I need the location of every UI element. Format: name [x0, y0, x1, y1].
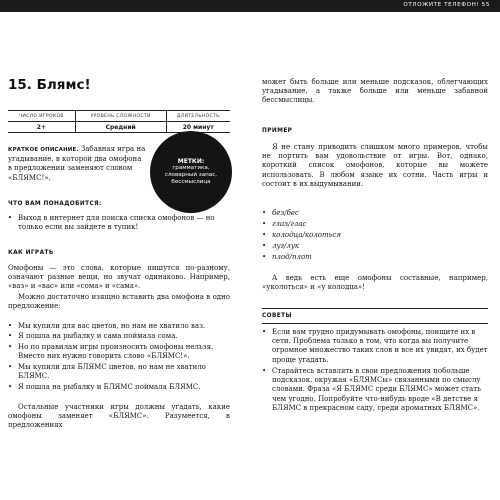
tip-2: • Старайтесь вставлять в свои предложения побольше подсказок, окружая «БЛЯМСы» связанными по смыслу словами. Фраза «Я БЛЯМС среди БЛЯМС» может стать чем угодно. Попробуйте что-нибудь вроде «В детстве я БЛЯМС в прекрасном саду, среди ароматных БЛЯМС». — [262, 367, 488, 413]
homophone-pair-5: • плод/плот — [262, 253, 488, 262]
param-value-difficulty: Средний — [75, 122, 166, 133]
tips-heading: СОВЕТЫ — [262, 313, 292, 319]
blyams-sentence-1: • Мы купили для БЛЯМС цветов, но нам не хватило БЛЯМС. — [8, 363, 230, 381]
example-sentence-1: • Мы купили для вас цветов, но нам не хватило ваз. — [8, 322, 230, 331]
how-paragraph-2: Можно достаточно изящно вставить два омофона в одно предложение: — [8, 293, 230, 311]
example-paragraph-2: А ведь есть еще омофоны составные, например, «уколоться» и «у колодца»! — [262, 274, 488, 292]
tips-divider-bottom — [262, 323, 488, 324]
example-sentence-2: • Я пошла на рыбалку и сама поймала сома. — [8, 332, 230, 341]
param-header-players: ЧИСЛО ИГРОКОВ — [8, 111, 75, 122]
homophone-pair-2: • глаз/глас — [262, 220, 488, 229]
tip-1: • Если вам трудно придумывать омофоны, поищите их в сети. Проблема только в том, что когда вы получите огромное множество таких слов и все их увидят, их будет проще угадать. — [262, 328, 488, 365]
how-paragraph-1: Омофоны — это слова, которые пишутся по-разному, означают разные вещи, но звучат одинаково. Например, «ваз» и «вас» или «сома» и «сама». — [8, 264, 230, 291]
param-header-difficulty: УРОВЕНЬ СЛОЖНОСТИ — [75, 111, 166, 122]
param-value-players: 2+ — [8, 122, 75, 133]
param-value-duration: 20 минут — [166, 122, 230, 133]
short-description-text: Забавная игра на угадывание, в которой два омофона в предложении заменяют словом «БЛЯМС!». — [8, 145, 146, 182]
example-paragraph: Я не стану приводить слишком много примеров, чтобы не портить вам удовольствие от игры. Вот, однако, короткий список омофонов, которые вы можете использовать. В любом языке их сотни. Часть игры и состоит в их выдумывании. — [262, 143, 488, 188]
need-heading: ЧТО ВАМ ПОНАДОБИТСЯ: — [8, 201, 102, 207]
tags-label: МЕТКИ: — [177, 157, 205, 165]
tips-divider — [262, 308, 488, 309]
how-to-play-heading: КАК ИГРАТЬ — [8, 250, 54, 256]
short-description — [8, 145, 146, 183]
tags-badge — [150, 131, 232, 213]
short-description-label: КРАТКОЕ ОПИСАНИЕ. — [8, 147, 79, 153]
game-params-table — [8, 110, 230, 133]
need-item: • Выход в интернет для поиска списка омофонов — но только если вы зайдете в тупик! — [8, 214, 230, 232]
homophone-pair-1: • без/бес — [262, 209, 488, 218]
homophone-pair-4: • луг/лук — [262, 242, 488, 251]
blyams-sentence-2: • Я пошла на рыбалку и БЛЯМС поймала БЛЯМС. — [8, 383, 230, 392]
tags-text: грамматика, словарный запас, бессмыслица — [164, 164, 218, 186]
running-head: ОТЛОЖИТЕ ТЕЛЕФОН! 55 — [403, 2, 490, 8]
page-title: 15. Блямс! — [8, 77, 91, 93]
running-header-bar — [0, 0, 500, 12]
example-heading: ПРИМЕР — [262, 128, 293, 134]
param-header-duration: ДЛИТЕЛЬНОСТЬ — [166, 111, 230, 122]
rule-note: • Но по правилам игры произносить омофоны нельзя. Вместо них нужно говорить слово «БЛЯМС!». — [8, 343, 230, 361]
how-paragraph-3: Остальные участники игры должны угадать, какие омофоны заменяет «БЛЯМС». Разумеется, в предложениях — [8, 403, 230, 430]
homophone-pair-3: • колодца/колоться — [262, 231, 488, 240]
right-paragraph-1: может быть больше или меньше подсказок, облегчающих угадывание, а также больше или меньше забавной бессмыслицы. — [262, 78, 488, 105]
